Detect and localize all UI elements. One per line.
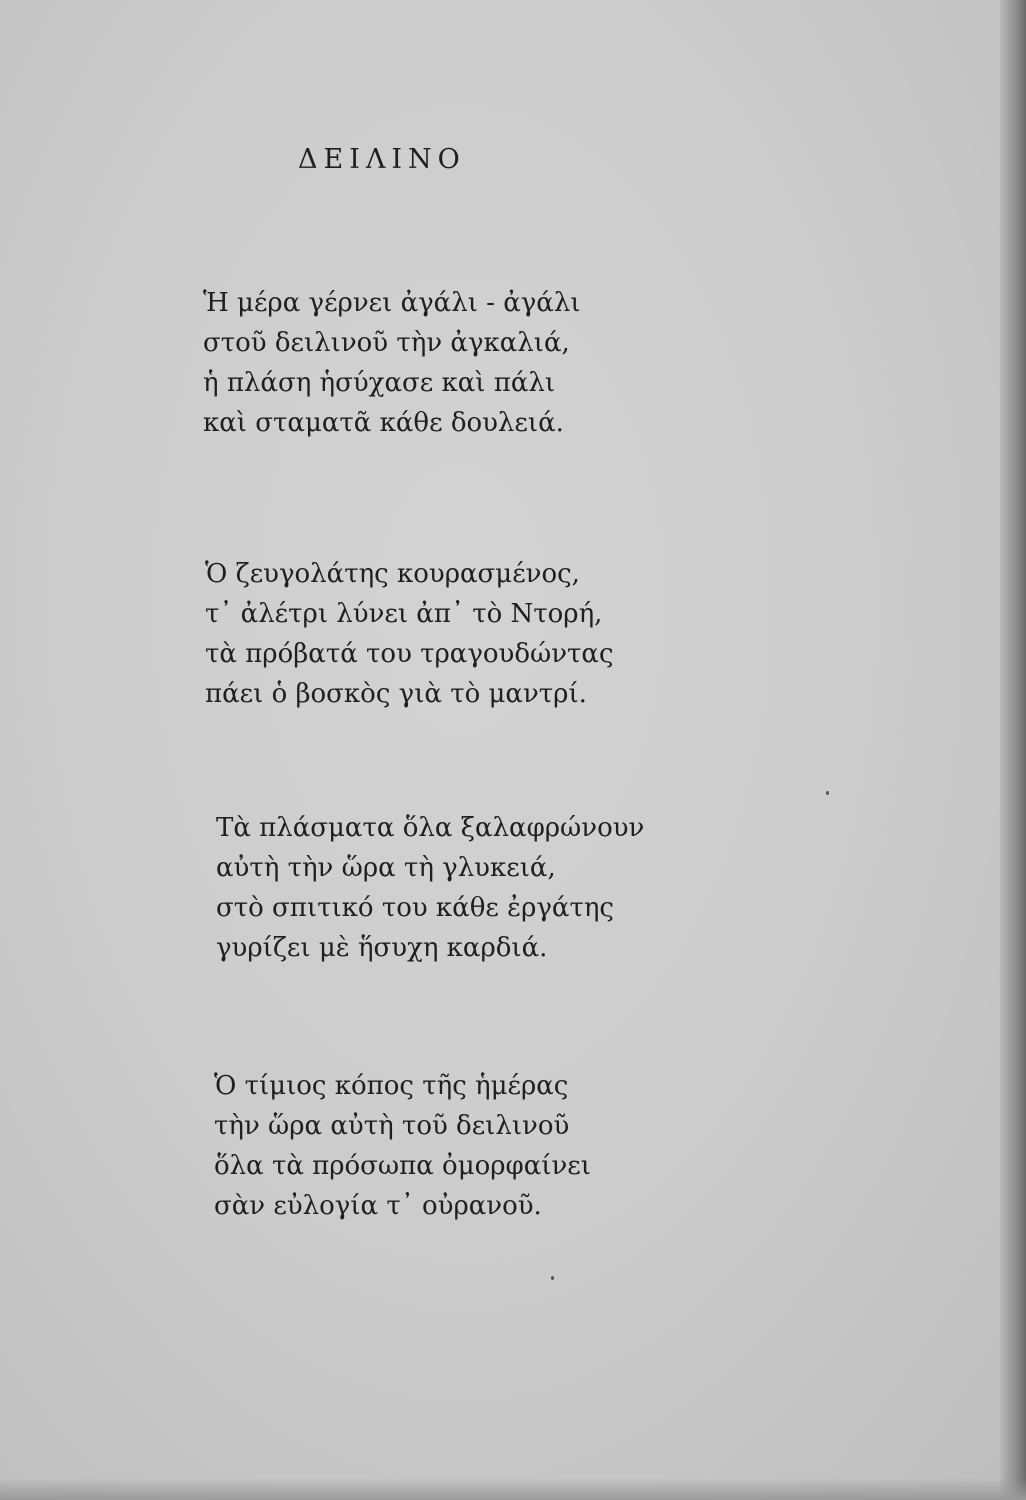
poem-title: ΔΕΙΛΙΝΟ xyxy=(298,144,466,175)
verse-line: τ᾽ ἀλέτρι λύνει ἀπ᾽ τὸ Ντορή, xyxy=(205,599,603,629)
verse-line: Ὁ ζευγολάτης κουρασμένος, xyxy=(205,559,580,589)
verse-line: ὅλα τὰ πρόσωπα ὀμορφαίνει xyxy=(214,1151,591,1181)
stanza-2 xyxy=(205,554,614,714)
verse-line: Τὰ πλάσματα ὅλα ξαλαφρώνουν xyxy=(216,813,645,843)
verse-line: στοῦ δειλινοῦ τὴν ἀγκαλιά, xyxy=(203,328,570,358)
page-edge-shadow xyxy=(1000,0,1026,1500)
verse-line: Ἡ μέρα γέρνει ἀγάλι - ἀγάλι xyxy=(203,288,581,318)
verse-line: πάει ὁ βοσκὸς γιὰ τὸ μαντρί. xyxy=(205,679,587,709)
stanza-4 xyxy=(214,1066,591,1226)
verse-line: σὰν εὐλογία τ᾽ οὐρανοῦ. xyxy=(214,1191,542,1221)
verse-line: τὰ πρόβατά του τραγουδώντας xyxy=(205,639,614,669)
page-bottom-shadow xyxy=(0,1478,1026,1500)
verse-line: αὐτὴ τὴν ὥρα τὴ γλυκειά, xyxy=(216,853,556,883)
stanza-3 xyxy=(216,808,644,968)
verse-line: τὴν ὥρα αὐτὴ τοῦ δειλινοῦ xyxy=(214,1111,570,1141)
verse-line: Ὁ τίμιος κόπος τῆς ἡμέρας xyxy=(214,1071,569,1101)
verse-line: ἡ πλάση ἡσύχασε καὶ πάλι xyxy=(203,368,556,398)
verse-line: καὶ σταματᾶ κάθε δουλειά. xyxy=(203,408,564,438)
paper-speck xyxy=(551,1276,554,1280)
verse-line: στὸ σπιτικό του κάθε ἐργάτης xyxy=(216,893,614,923)
paper-speck xyxy=(826,791,829,795)
verse-line: γυρίζει μὲ ἥσυχη καρδιά. xyxy=(216,933,548,963)
stanza-1 xyxy=(203,283,581,443)
